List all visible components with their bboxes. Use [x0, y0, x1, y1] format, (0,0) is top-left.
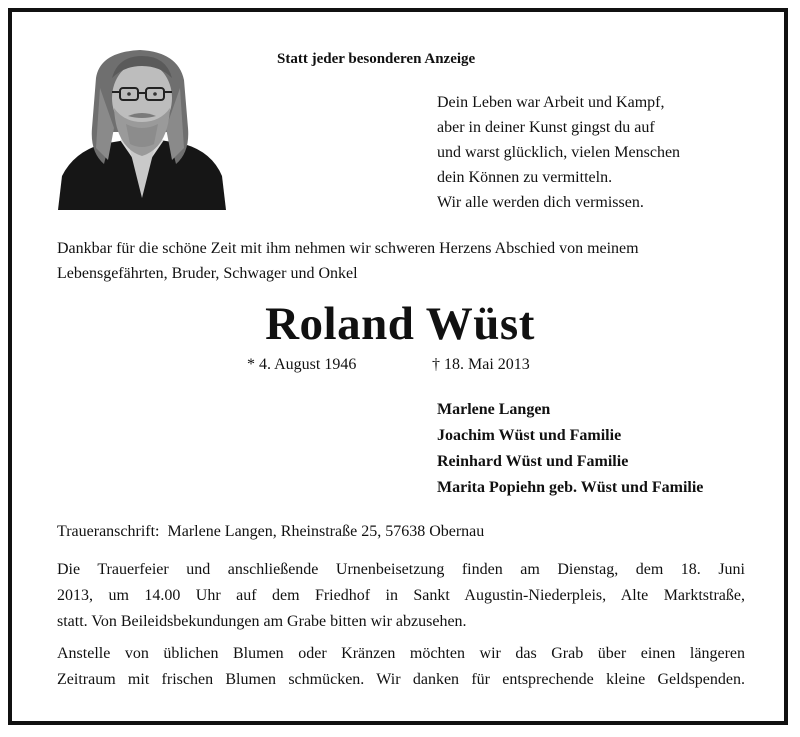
poem-line: und warst glücklich, vielen Menschen	[437, 144, 681, 161]
portrait-photo	[56, 48, 228, 210]
mourner-name: Marlene Langen	[437, 401, 551, 418]
mourner-name: Reinhard Wüst und Familie	[437, 453, 629, 470]
funeral-line: 2013, um 14.00 Uhr auf dem Friedhof in Sankt Augustin-Niederpleis, Alte Marktstraße,	[57, 587, 745, 604]
birth-date: * 4. August 1946	[247, 356, 357, 373]
flowers-paragraph	[57, 641, 745, 693]
poem-line: aber in deiner Kunst gingst du auf	[437, 119, 655, 136]
poem-line: Dein Leben war Arbeit und Kampf,	[437, 94, 665, 111]
mourner-name: Joachim Wüst und Familie	[437, 427, 622, 444]
thanks-line: Lebensgefährten, Bruder, Schwager und Onkel	[57, 265, 358, 282]
funeral-line: statt. Von Beileidsbekundungen am Grabe bitten wir abzusehen.	[57, 613, 467, 630]
funeral-paragraph	[57, 557, 745, 635]
mourner-name: Marita Popiehn geb. Wüst und Familie	[437, 479, 704, 496]
mourners-list	[437, 397, 703, 501]
poem-line: dein Können zu vermitteln.	[437, 169, 613, 186]
intro-heading: Statt jeder besonderen Anzeige	[277, 51, 476, 67]
poem-line: Wir alle werden dich vermissen.	[437, 194, 644, 211]
funeral-line: Die Trauerfeier und anschließende Urnenbeisetzung finden am Dienstag, dem 18. Juni	[57, 561, 745, 578]
mourning-address: Traueranschrift: Marlene Langen, Rheinstraße 25, 57638 Obernau	[57, 523, 485, 540]
portrait-image	[56, 48, 228, 210]
thanks-line: Dankbar für die schöne Zeit mit ihm nehmen wir schweren Herzens Abschied von meinem	[57, 240, 639, 257]
flowers-line: Anstelle von üblichen Blumen oder Kränzen möchten wir das Grab über einen längeren	[57, 645, 745, 662]
death-date: † 18. Mai 2013	[432, 356, 530, 373]
poem-block	[437, 90, 680, 215]
flowers-line: Zeitraum mit frischen Blumen schmücken. Wir danken für entsprechende kleine Geldspenden.	[57, 671, 745, 688]
deceased-name: Roland Wüst	[265, 298, 535, 350]
thanks-text	[57, 236, 639, 286]
